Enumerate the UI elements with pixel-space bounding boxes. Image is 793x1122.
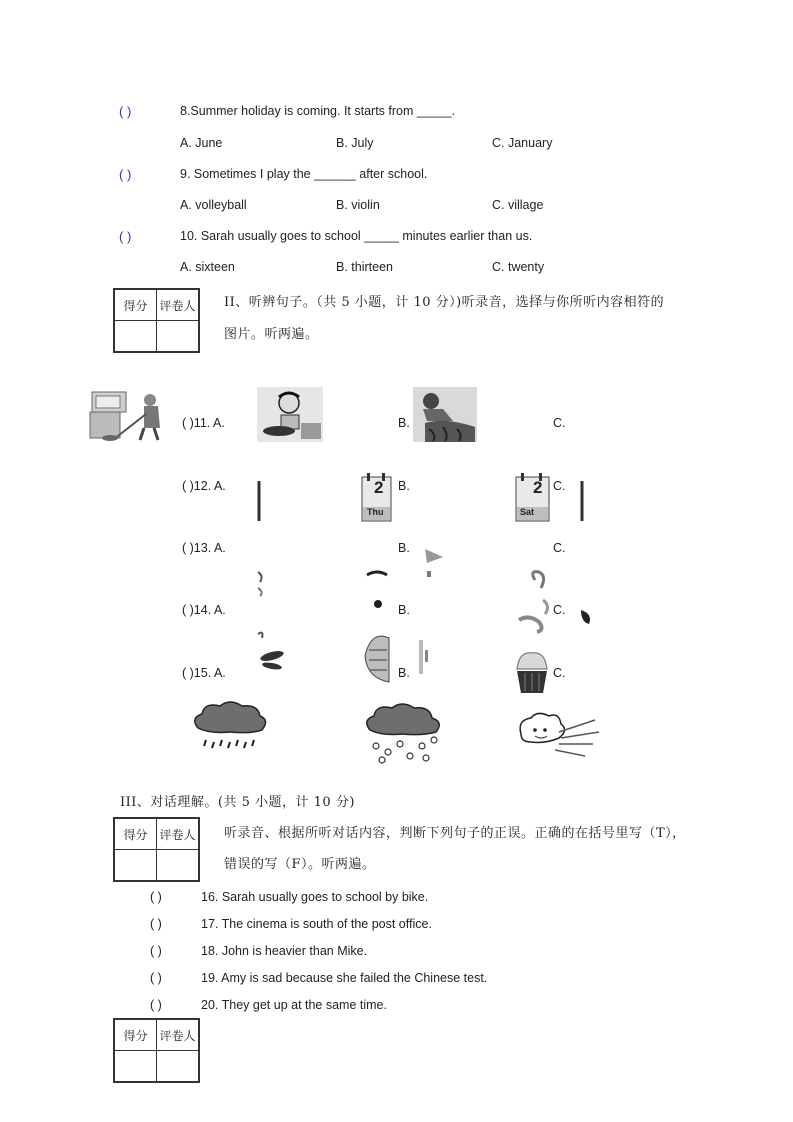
option-c-label: C. [553,666,566,680]
option-c: C. twenty [492,260,545,274]
answer-paren[interactable]: ( ) [119,229,132,244]
example-cleaning-image [88,388,174,442]
question-stem: 8.Summer holiday is coming. It starts from _____. [180,104,456,118]
statement-text: 20. They get up at the same time. [201,998,387,1012]
calendar-edge [579,481,585,521]
option-c: C. January [492,136,553,150]
answer-paren[interactable]: ( ) [150,998,162,1012]
statement-text: 17. The cinema is south of the post office. [201,917,432,931]
score-cell[interactable] [115,850,157,881]
score-box [113,288,200,353]
section3-heading: III、对话理解。(共 5 小题，计 10 分) [120,795,355,810]
score-box [113,817,200,882]
option-a: A. volleyball [180,198,247,212]
image-13c-fragment[interactable] [515,566,595,636]
answer-paren[interactable]: ( ) [119,167,132,182]
image-14a-fragment[interactable] [256,626,288,670]
option-c-label: C. [553,541,566,555]
answer-paren[interactable]: ( ) [150,944,162,958]
option-a: A. June [180,136,223,150]
section3-instruction-line1: 听录音、根据所听对话内容，判断下列句子的正误。正确的在括号里写（T）， [224,826,686,841]
option-b: B. violin [336,198,380,212]
windy-icon[interactable] [515,710,601,760]
option-a: A. sixteen [180,260,235,274]
section2-title-line1: II、听辨句子。（共 5 小题，计 10 分）)听录音，选择与你所听内容相符的 [224,295,665,310]
option-c: C. village [492,198,544,212]
score-box [113,1018,200,1083]
score-label: 得分 [115,819,157,850]
grader-cell[interactable] [157,321,199,352]
item-label: ( )14. A. [182,603,226,617]
item-label: ( )12. A. [182,479,226,493]
option-b-label: B. [398,541,410,555]
option-c-label: C. [553,416,566,430]
calendar-thu-day: Thu [367,507,384,517]
grader-label: 评卷人 [157,290,199,321]
image-15c-cupcake[interactable] [515,649,549,695]
grader-label: 评卷人 [157,819,199,850]
snowy-cloud-icon[interactable] [362,702,446,764]
calendar-thu-number: 2 [374,478,384,497]
question-stem: 9. Sometimes I play the ______ after school. [180,167,428,181]
score-cell[interactable] [115,321,157,352]
option-c-label: C. [553,479,566,493]
statement-text: 16. Sarah usually goes to school by bike. [201,890,429,904]
calendar-sat-day: Sat [520,507,535,517]
answer-paren[interactable]: ( ) [150,917,162,931]
option-b: B. thirteen [336,260,393,274]
statement-text: 19. Amy is sad because she failed the Chinese test. [201,971,488,985]
calendar-sat-number: 2 [533,478,543,497]
option-b-label: B. [398,666,410,680]
score-cell[interactable] [115,1051,157,1082]
answer-paren[interactable]: ( ) [119,104,132,119]
answer-paren[interactable]: ( ) [150,890,162,904]
answer-paren[interactable]: ( ) [150,971,162,985]
section3-instruction-line2: 错误的写（F）。听两遍。 [224,857,376,872]
grader-label: 评卷人 [157,1020,199,1051]
image-11b-watering[interactable] [413,387,477,442]
option-b-label: B. [398,603,410,617]
item-label: ( )11. A. [182,416,225,430]
option-b: B. July [336,136,374,150]
item-label: ( )13. A. [182,541,226,555]
item-label: ( )15. A. [182,666,226,680]
rainy-cloud-icon[interactable] [190,700,270,756]
option-c-label: C. [553,603,566,617]
grader-cell[interactable] [157,1051,199,1082]
score-label: 得分 [115,1020,157,1051]
image-14b-fragment[interactable] [361,626,431,682]
image-11a-cooking[interactable] [257,387,323,442]
image-12a-calendar-edge[interactable] [256,481,262,521]
score-label: 得分 [115,290,157,321]
statement-text: 18. John is heavier than Mike. [201,944,368,958]
image-13a-fragment[interactable] [256,568,268,598]
question-stem: 10. Sarah usually goes to school _____ minutes earlier than us. [180,229,533,243]
option-b-label: B. [398,416,410,430]
option-b-label: B. [398,479,410,493]
section2-title-line2: 图片。听两遍。 [224,327,319,342]
grader-cell[interactable] [157,850,199,881]
